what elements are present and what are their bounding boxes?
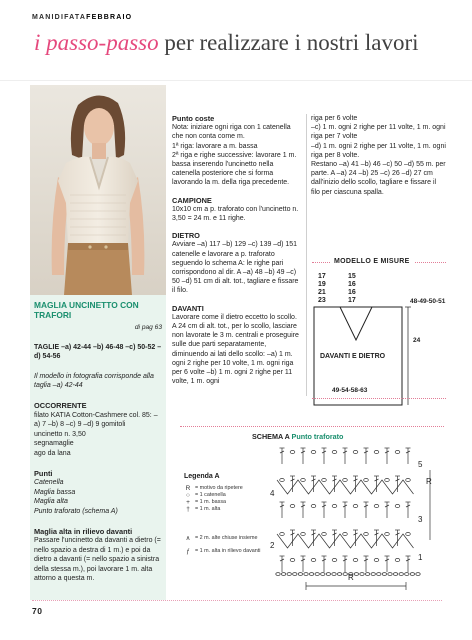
height-label: 48-49-50-51	[410, 298, 446, 305]
legend-row-repeat	[184, 485, 274, 492]
chart-mark	[343, 573, 347, 576]
legend-text: = 1 m. alta	[195, 506, 221, 512]
chart-mark	[374, 558, 379, 561]
materials-markers: segnamaglie	[34, 440, 74, 448]
legend-title: Legenda A	[184, 473, 220, 480]
materials-needle: ago da lana	[34, 449, 71, 457]
chart-mark	[353, 504, 358, 507]
chart-mark	[388, 573, 392, 576]
repeat-label-right: R	[426, 477, 432, 486]
vneck-depth-label: 24	[413, 337, 421, 344]
chart-mark	[309, 573, 313, 576]
rib-row-1: 1ª riga: lavorare a m. bassa	[172, 142, 258, 150]
stitch-chain: Catenella	[34, 479, 64, 487]
back-text: Avviare –a) 117 –b) 129 –c) 139 –d) 151 catenelle e lavorare a p. traforato seguendo lo schema A: le righe pari corrispondono al dir. A –a) 48 –b) 49 –c) 50 –d) 51 cm di alt. tot., tagliare e fissare il filo.	[172, 241, 299, 295]
chart-mark	[406, 478, 411, 481]
middle-column	[172, 114, 302, 386]
double-crochet-icon: †	[186, 506, 190, 513]
chart-mark	[353, 450, 358, 453]
legend	[184, 473, 274, 555]
legend-text: = 2 m. alte chiuse insieme	[195, 535, 258, 541]
schema-subtitle: Punto traforato	[291, 432, 344, 441]
chart-mark	[311, 558, 316, 561]
chart-mark	[301, 478, 306, 481]
footer-divider	[32, 600, 442, 601]
chart-mark	[353, 558, 358, 561]
chart-mark	[395, 450, 400, 453]
page-number: 70	[32, 606, 43, 616]
chart-mark	[301, 532, 306, 535]
gauge-text: 10x10 cm a p. traforato con l'uncinetto n. 3,50 = 24 m. e 11 righe.	[172, 205, 299, 223]
stitch-single: Maglia bassa	[34, 488, 76, 496]
row-label-3: 3	[418, 515, 423, 524]
legend-text: = motivo da ripetere	[195, 485, 243, 491]
chart-mark	[399, 573, 403, 576]
rib-stitch-note: Nota: iniziare ogni riga con 1 catenella che non conta come m.	[172, 124, 291, 141]
masthead-month: FEBBRAIO	[86, 14, 133, 21]
legend-row-double	[184, 506, 274, 513]
neck-left-2: 19	[318, 281, 326, 288]
chart-mark	[382, 573, 386, 576]
chart-mark	[395, 504, 400, 507]
chart-mark	[290, 558, 295, 561]
chart-mark	[343, 532, 348, 535]
chart-mark	[374, 450, 379, 453]
rib-row-2: 2ª riga e righe successive: lavorare 1 m. bassa inserendo l'uncinetto nella catenella posteriore che si forma lavorando la m. della riga precedente.	[172, 151, 297, 187]
single-crochet-icon: +	[186, 499, 190, 506]
schema-title-label: SCHEMA A	[252, 432, 290, 441]
chart-mark	[365, 573, 369, 576]
rib-stitch-heading: Punto coste	[172, 114, 215, 123]
masthead-brand: MANIDIFATA	[32, 14, 87, 21]
chart-mark	[337, 573, 341, 576]
repeat-icon: R	[185, 485, 191, 492]
front-text-cont-2: –c) 1 m. ogni 2 righe per 11 volte, 1 m. ogni riga per 7 volte	[311, 124, 446, 141]
chart-mark	[287, 573, 291, 576]
chart-mark	[276, 573, 280, 576]
chart-mark	[395, 558, 400, 561]
chart-mark	[321, 573, 325, 576]
chart-mark	[393, 573, 397, 576]
photo-size-note: Il modello in fotografia corrisponde alla taglia –a) 42-44	[34, 372, 154, 390]
chart-mark	[280, 478, 285, 481]
chart-mark	[281, 573, 285, 576]
chart-mark	[360, 573, 364, 576]
relief-stitch-text: Passare l'uncinetto da davanti a dietro (= nello spazio a destra di 1 m.) e poi da dietro a davanti (= nello spazio a sinistra della stessa m.), poi lavorare 1 m. alta attorno a questa m.	[34, 537, 161, 583]
schema-top-line	[180, 426, 444, 427]
garment-label: DAVANTI E DIETRO	[320, 353, 386, 360]
chart-mark	[364, 478, 369, 481]
chart-mark	[406, 532, 411, 535]
neck-left-1: 17	[318, 273, 326, 280]
chart-mark	[354, 573, 358, 576]
chain-icon: ○	[186, 492, 190, 499]
chart-mark	[377, 573, 381, 576]
chart-mark	[304, 573, 308, 576]
stitches-heading: Punti	[34, 468, 53, 478]
model-photo	[30, 85, 166, 295]
stitch-chart	[268, 440, 446, 600]
back-heading: DIETRO	[172, 231, 200, 241]
front-text-cont-1: riga per 6 volte	[311, 115, 358, 122]
chart-mark	[364, 532, 369, 535]
materials-hook: uncinetto n. 3,50	[34, 430, 86, 438]
row-label-5: 5	[418, 460, 423, 469]
chart-mark	[385, 478, 390, 481]
chart-mark	[343, 478, 348, 481]
right-column	[311, 114, 446, 197]
page-reference: di pag 63	[134, 324, 162, 331]
chart-mark	[277, 480, 414, 494]
materials-heading: OCCORRENTE	[34, 400, 87, 410]
chart-mark	[277, 534, 414, 548]
header-divider	[0, 80, 472, 81]
chart-mark	[290, 504, 295, 507]
gauge-heading: CAMPIONE	[172, 195, 212, 205]
headline-accent: i passo-passo	[34, 30, 159, 55]
chart-mark	[332, 504, 337, 507]
sizes-text: TAGLIE –a) 42-44 –b) 46-48 –c) 50-52 –d) 54-56	[34, 343, 162, 361]
front-text-cont-4: Restano –a) 41 –b) 46 –c) 50 –d) 55 m. per parte. A –a) 24 –b) 25 –c) 26 –d) 27 cm dall'inizio dello scollo, tagliare e fissare il filo per ciascuna spalla.	[311, 161, 446, 196]
row-label-1: 1	[418, 553, 423, 562]
neck-right-3: 16	[348, 289, 356, 296]
relief-stitch-icon: ƒ	[186, 548, 190, 555]
chart-mark	[311, 450, 316, 453]
width-label: 49-54-58-63	[332, 387, 368, 394]
legend-text: = 1 catenella	[195, 492, 226, 498]
measurements-title: MODELLO E MISURE	[330, 258, 414, 265]
neck-left-4: 23	[318, 297, 326, 304]
chart-mark	[416, 573, 420, 576]
legend-text: = 1 m. alta in rilievo davanti	[195, 548, 261, 554]
v-neck-line	[340, 307, 372, 340]
row-label-4: 4	[270, 489, 275, 498]
chart-mark	[332, 573, 336, 576]
front-heading: DAVANTI	[172, 303, 204, 313]
front-text-cont-3: –d) 1 m. ogni 2 righe per 11 volte, 1 m. ogni riga per 8 volte.	[311, 142, 446, 159]
page-headline	[34, 30, 454, 56]
chart-mark	[315, 573, 319, 576]
chart-mark	[410, 573, 414, 576]
legend-row-single	[184, 499, 274, 506]
modello-bottom-line	[312, 398, 446, 399]
materials-yarn: filato KATIA Cotton-Cashmere col. 85: –a) 7 –b) 8 –c) 9 –d) 9 gomitoli	[34, 411, 158, 429]
stitch-double: Maglia alta	[34, 498, 68, 506]
chart-mark	[332, 558, 337, 561]
chart-mark	[405, 573, 409, 576]
legend-text: = 1 m. bassa	[195, 499, 227, 505]
row-label-2: 2	[270, 541, 275, 550]
neck-left-3: 21	[318, 289, 326, 296]
width-measure	[310, 382, 440, 396]
decrease-icon: ∧	[185, 535, 191, 542]
chart-mark	[374, 504, 379, 507]
column-divider	[306, 114, 307, 396]
headline-rest: per realizzare i nostri lavori	[158, 30, 419, 55]
legend-row-dec	[184, 535, 274, 542]
neck-right-4: 17	[348, 297, 356, 304]
chart-mark	[311, 504, 316, 507]
neck-right-1: 15	[348, 273, 356, 280]
legend-row-relief	[184, 548, 274, 555]
chart-mark	[332, 450, 337, 453]
chart-mark	[298, 573, 302, 576]
chart-mark	[322, 478, 327, 481]
masthead	[32, 14, 132, 21]
chart-mark	[326, 573, 330, 576]
chart-mark	[290, 450, 295, 453]
neck-right-2: 16	[348, 281, 356, 288]
project-title: MAGLIA UNCINETTO CON TRAFORI	[34, 300, 139, 320]
front-text: Lavorare come il dietro eccetto lo scollo. A 24 cm di alt. tot., per lo scollo, lasciare non lavorate le 3 m. centrali e proseguire sulle due parti separatamente, diminuendo ai lati dello scollo: –a) 1 m. ogni 2 righe per 10 volte, 1 m. ogni riga per 6 volte –b) 1 m. ogni 2 righe per 11 volte, 1 m. ogni	[172, 313, 299, 386]
chart-mark	[293, 573, 297, 576]
chart-mark	[280, 532, 285, 535]
chart-mark	[385, 532, 390, 535]
stitch-openwork: Punto traforato (schema A)	[34, 507, 118, 515]
legend-row-chain	[184, 492, 274, 499]
chart-mark	[322, 532, 327, 535]
chart-mark	[371, 573, 375, 576]
photo-illustration	[30, 85, 166, 295]
left-column	[34, 300, 162, 584]
repeat-label-bottom: R	[348, 573, 354, 582]
relief-stitch-heading: Maglia alta in rilievo davanti	[34, 526, 133, 536]
